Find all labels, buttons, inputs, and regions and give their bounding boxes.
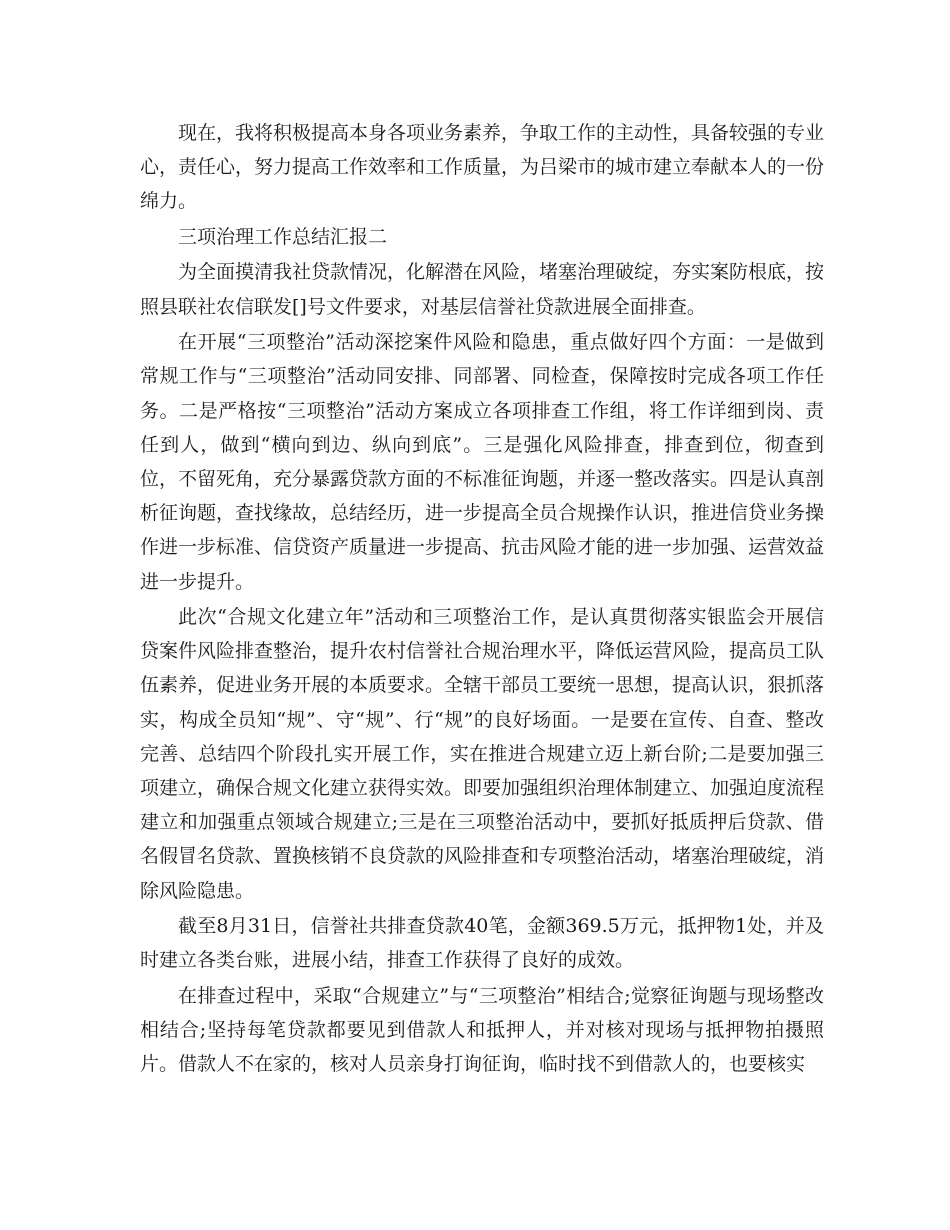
paragraph-compliance-culture: 此次“合规文化建立年”活动和三项整治工作，是认真贯彻落实银监会开展信贷案件风险排查整治，提升农村信誉社合规治理水平，降低运营风险，提高员工队伍素养，促进业务开展的本质要求。全辖干部员工要统一思想，提高认识，狠抓落实，构成全员知“规”、守“规”、行“规”的良好场面。一是要在宣传、自查、整改完善、总结四个阶段扎实开展工作，实在推进合规建立迈上新台阶;二是要加强三项建立，确保合规文化建立获得实效。即要加强组织治理体制建立、加强迫度流程建立和加强重点领域合规建立;三是在三项整治活动中，要抓好抵质押后贷款、借名假冒名贷款、置换核销不良贷款的风险排查和专项整治活动，堵塞治理破绽，消除风险隐患。 [140,606,825,902]
paragraph-process: 在排查过程中，采取“合规建立”与“三项整治”相结合;觉察征询题与现场整改相结合;坚持每笔贷款都要见到借款人和抵押人，并对核对现场与抵押物拍摄照片。借款人不在家的，核对人员亲身打询征询，临时找不到借款人的，也要核实 [140,984,824,1076]
paragraph-statistics: 截至8月31日，信誉社共排查贷款40笔，金额369.5万元，抵押物1处，并及时建立各类台账，进展小结，排查工作获得了良好的成效。 [140,915,824,972]
document-body [140,116,824,1083]
section-heading: 三项治理工作总结汇报二 [178,225,388,248]
paragraph-intro: 现在，我将积极提高本身各项业务素养，争取工作的主动性，具备较强的专业心，责任心，努力提高工作效率和工作质量，为吕梁市的城市建立奉献本人的一份绵力。 [140,122,825,213]
paragraph-purpose: 为全面摸清我社贷款情况，化解潜在风险，堵塞治理破绽，夯实案防根底，按照县联社农信联发[]号文件要求，对基层信誉社贷款进展全面排查。 [140,261,825,318]
paragraph-four-aspects: 在开展“三项整治”活动深挖案件风险和隐患，重点做好四个方面：一是做到常规工作与“三项整治”活动同安排、同部署、同检查，保障按时完成各项工作任务。二是严格按“三项整治”活动方案成立各项排查工作组，将工作详细到岗、责任到人，做到“横向到边、纵向到底”。三是强化风险排查，排查到位，彻查到位，不留死角，充分暴露贷款方面的不标准征询题，并逐一整改落实。四是认真剖析征询题，查找缘故，总结经历，进一步提高全员合规操作认识，推进信贷业务操作进一步标准、信贷资产质量进一步提高、抗击风险才能的进一步加强、运营效益进一步提升。 [140,331,825,593]
